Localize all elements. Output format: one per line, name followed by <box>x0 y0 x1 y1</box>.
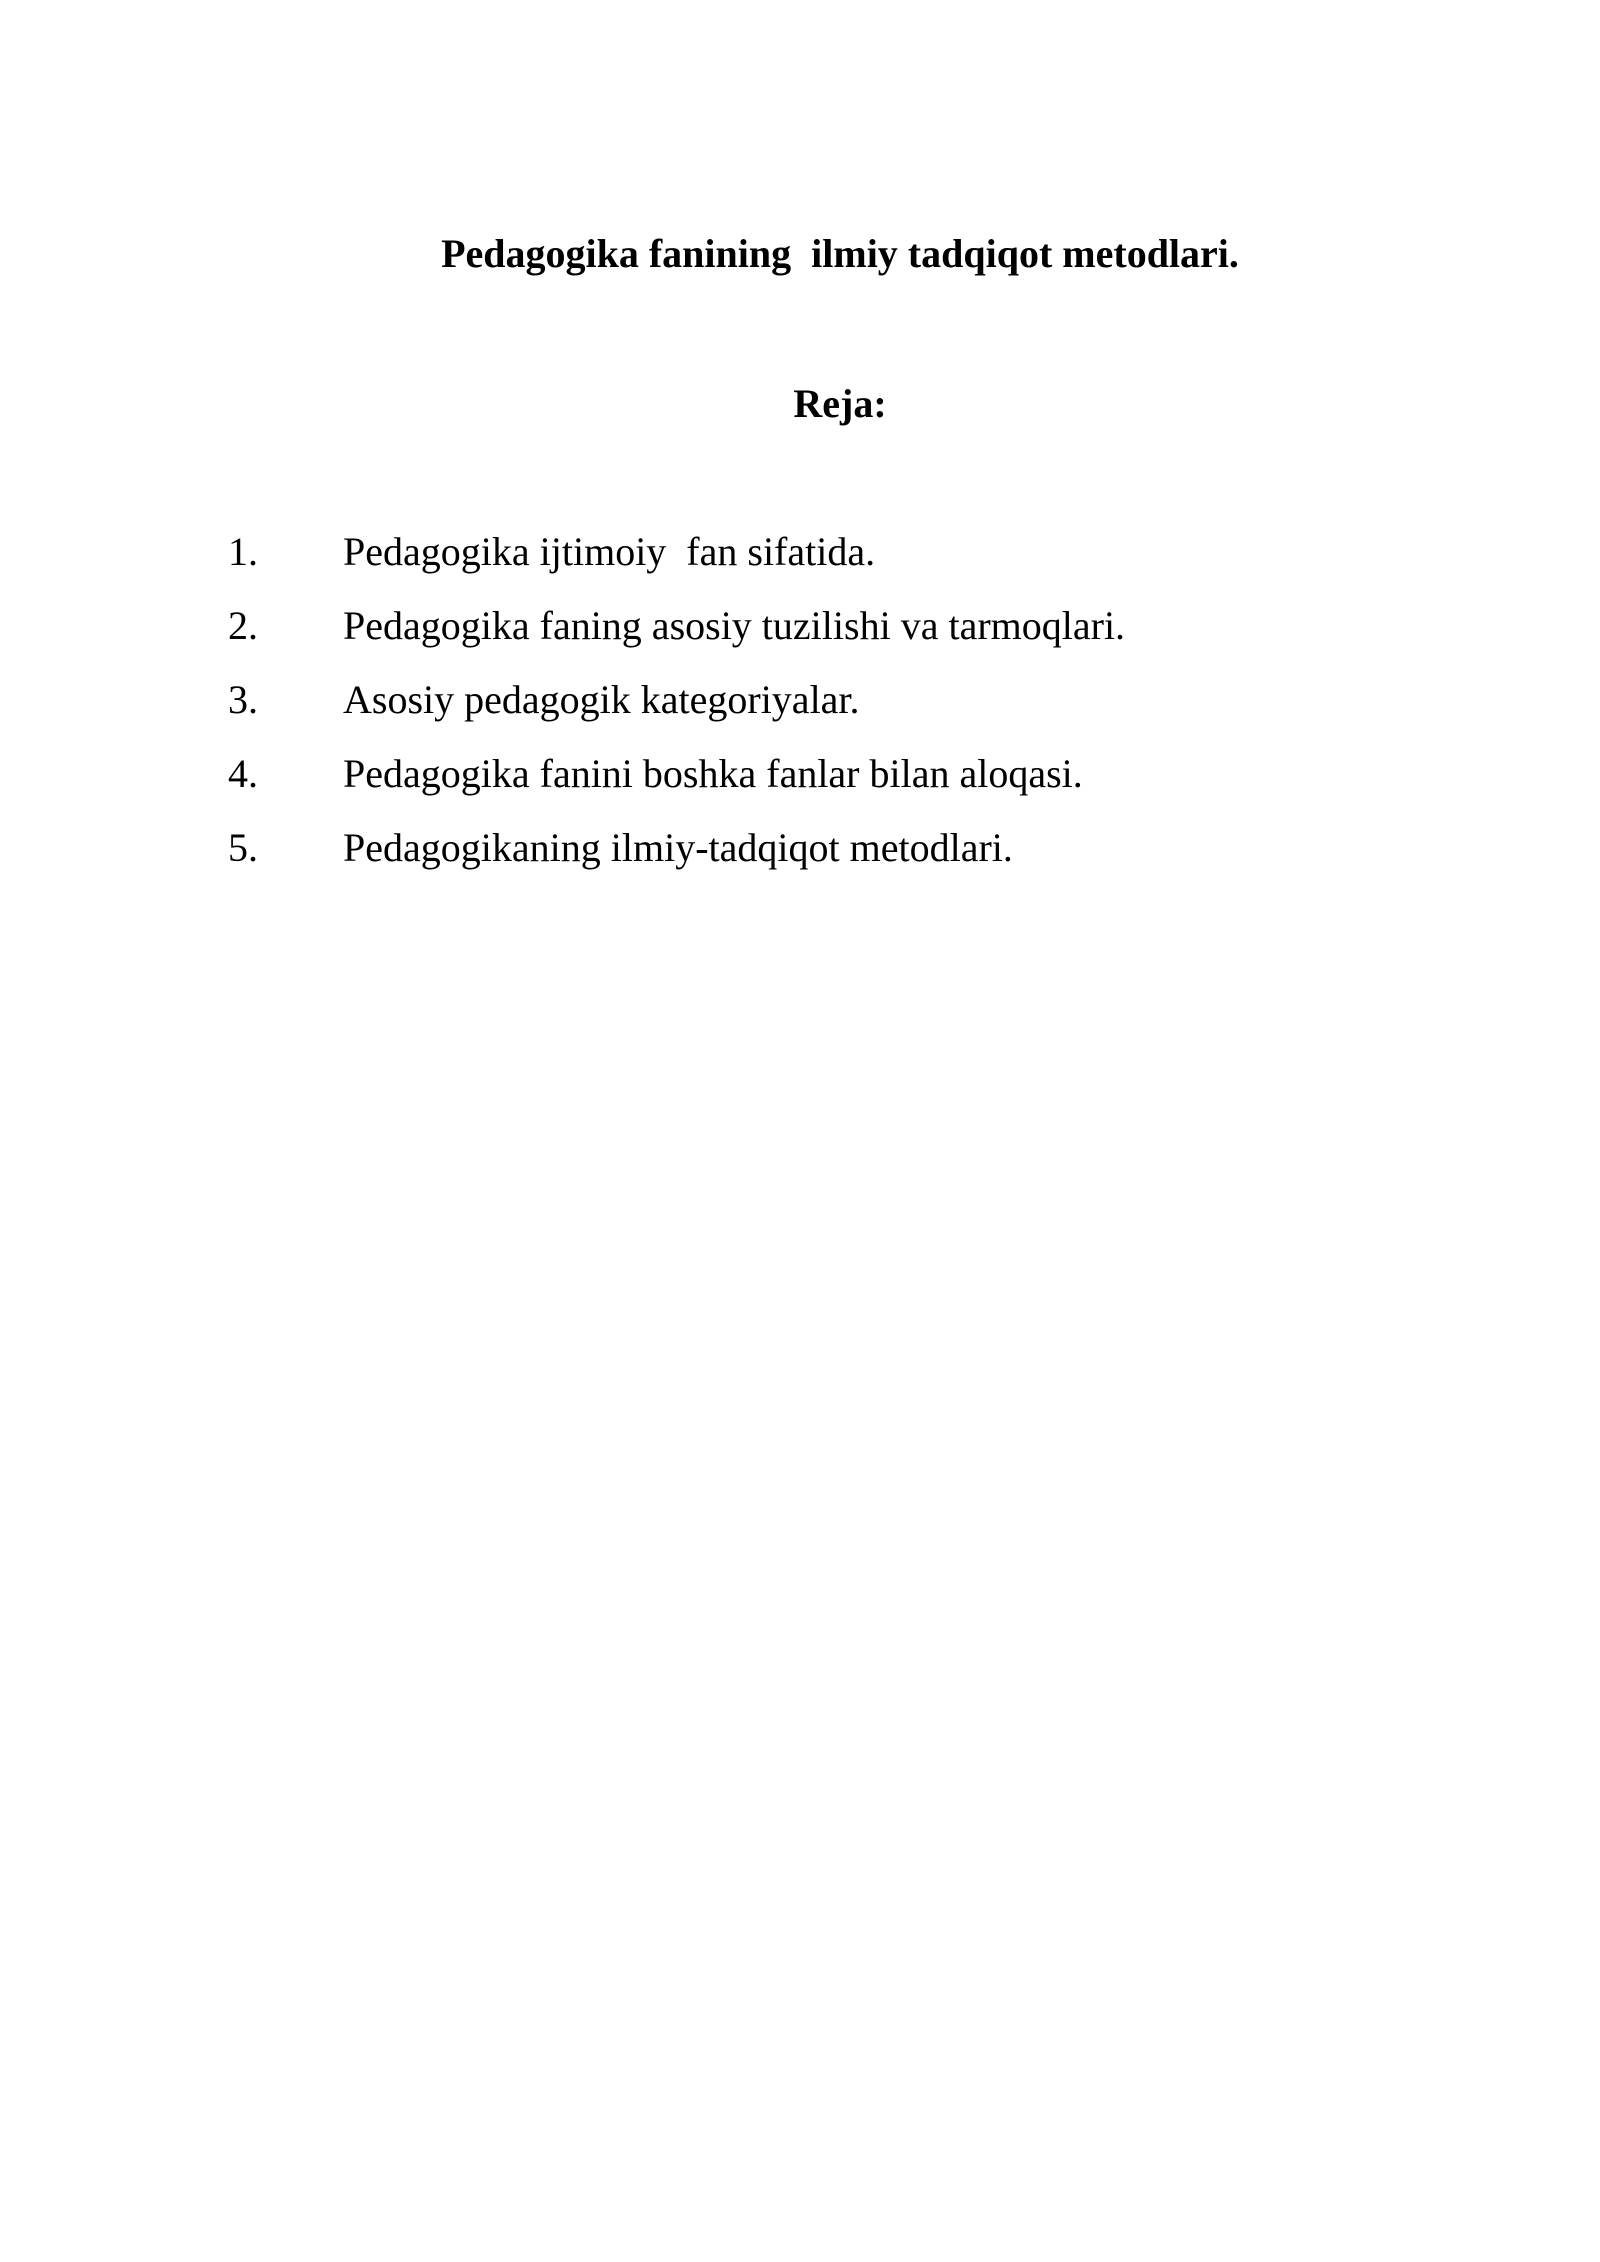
plan-item-number: 2. <box>228 603 258 648</box>
plan-item <box>228 598 1125 672</box>
plan-heading: Reja: <box>793 381 887 426</box>
plan-item-number: 4. <box>228 751 258 796</box>
document-title: Pedagogika fanining ilmiy tadqiqot metodlari. <box>441 231 1239 276</box>
plan-item <box>228 746 1125 820</box>
plan-item-text: Pedagogika fanini boshka fanlar bilan aloqasi. <box>343 751 1083 796</box>
plan-item-text: Asosiy pedagogik kategoriyalar. <box>343 677 860 722</box>
plan-item <box>228 820 1125 894</box>
plan-item-text: Pedagogika ijtimoiy fan sifatida. <box>343 529 876 574</box>
plan-item <box>228 524 1125 598</box>
plan-item-number: 1. <box>228 529 258 574</box>
plan-item-number: 5. <box>228 825 258 870</box>
plan-item-text: Pedagogika faning asosiy tuzilishi va tarmoqlari. <box>343 603 1126 648</box>
plan-item-text: Pedagogikaning ilmiy-tadqiqot metodlari. <box>343 825 1013 870</box>
plan-item <box>228 672 1125 746</box>
plan-list <box>228 524 1125 894</box>
plan-item-number: 3. <box>228 677 258 722</box>
